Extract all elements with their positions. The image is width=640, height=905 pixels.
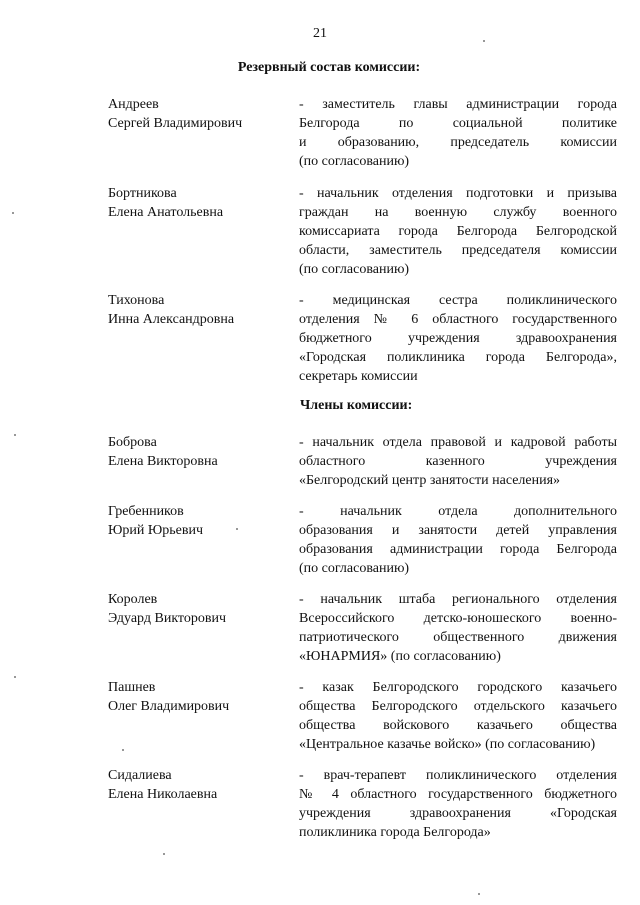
surname: Сидалиева (108, 768, 172, 783)
given-name: Елена Анатольевна (108, 205, 224, 220)
role-line: и образованию, председатель комиссии (299, 135, 617, 150)
role-line: области, заместитель председателя комиссии (299, 243, 617, 258)
role-line: «Городская поликлиника города Белгорода», (299, 350, 617, 365)
role-line: Белгорода по социальной политике (299, 116, 617, 131)
role-line: «ЮНАРМИЯ» (по согласованию) (299, 649, 501, 664)
role-line: общества Белгородского отдельского казачьего (299, 699, 617, 714)
person-name (108, 590, 288, 628)
page-number: 21 (313, 26, 327, 41)
reserve-heading: Резервный состав комиссии: (237, 60, 421, 75)
surname: Гребенников (108, 504, 184, 519)
role-description (299, 433, 617, 490)
role-line: отделения № 6 областного государственного (299, 312, 617, 327)
scan-speck (122, 749, 124, 751)
role-description (299, 678, 617, 754)
role-line: - казак Белгородского городского казачьего (299, 680, 617, 695)
given-name: Сергей Владимирович (108, 116, 243, 131)
role-description (299, 184, 617, 279)
surname: Тихонова (108, 293, 165, 308)
scan-speck (14, 676, 16, 678)
role-line: - начальник отдела дополнительного (299, 504, 617, 519)
surname: Пашнев (108, 680, 156, 695)
surname: Королев (108, 592, 158, 607)
role-line: - врач-терапевт поликлинического отделения (299, 768, 617, 783)
role-line: «Центральное казачье войско» (по согласованию) (299, 737, 596, 752)
person-name (108, 766, 288, 804)
person-name (108, 502, 288, 540)
person-name (108, 95, 288, 133)
role-line: образования и занятости детей управления (299, 523, 617, 538)
role-description (299, 590, 617, 666)
scan-speck (12, 212, 14, 214)
role-line: - начальник отделения подготовки и призыва (299, 186, 617, 201)
role-line: - начальник штаба регионального отделения (299, 592, 617, 607)
surname: Андреев (108, 97, 159, 112)
given-name: Юрий Юрьевич (108, 523, 204, 538)
role-description (299, 95, 617, 171)
role-line: общества войскового казачьего общества (299, 718, 617, 733)
role-line: Всероссийского детско-юношеского военно- (299, 611, 617, 626)
role-description (299, 502, 617, 578)
person-name (108, 433, 288, 471)
given-name: Елена Викторовна (108, 454, 218, 469)
role-line: - медицинская сестра поликлинического (299, 293, 617, 308)
role-line: - начальник отдела правовой и кадровой работы (299, 435, 617, 450)
members-heading: Члены комиссии: (300, 398, 413, 413)
given-name: Эдуард Викторович (108, 611, 227, 626)
role-line: (по согласованию) (299, 262, 410, 277)
role-line: патриотического общественного движения (299, 630, 617, 645)
scan-speck (236, 528, 238, 530)
given-name: Елена Николаевна (108, 787, 218, 802)
role-description (299, 766, 617, 842)
surname: Бортникова (108, 186, 177, 201)
scan-speck (163, 853, 165, 855)
role-line: комиссариата города Белгорода Белгородской (299, 224, 617, 239)
role-line: граждан на военную службу военного (299, 205, 617, 220)
role-line: «Белгородский центр занятости населения» (299, 473, 561, 488)
role-line: учреждения здравоохранения «Городская (299, 806, 617, 821)
role-line: областного казенного учреждения (299, 454, 617, 469)
scan-speck (483, 40, 485, 42)
person-name (108, 184, 288, 222)
scan-speck (478, 893, 480, 895)
surname: Боброва (108, 435, 157, 450)
person-name (108, 678, 288, 716)
role-line: поликлиника города Белгорода» (299, 825, 491, 840)
given-name: Инна Александровна (108, 312, 235, 327)
person-name (108, 291, 288, 329)
role-description (299, 291, 617, 386)
role-line: бюджетного учреждения здравоохранения (299, 331, 617, 346)
given-name: Олег Владимирович (108, 699, 230, 714)
role-line: (по согласованию) (299, 154, 410, 169)
role-line: образования администрации города Белгорода (299, 542, 617, 557)
role-line: (по согласованию) (299, 561, 410, 576)
role-line: - заместитель главы администрации города (299, 97, 617, 112)
role-line: № 4 областного государственного бюджетного (299, 787, 617, 802)
scan-speck (14, 434, 16, 436)
role-line: секретарь комиссии (299, 369, 418, 384)
